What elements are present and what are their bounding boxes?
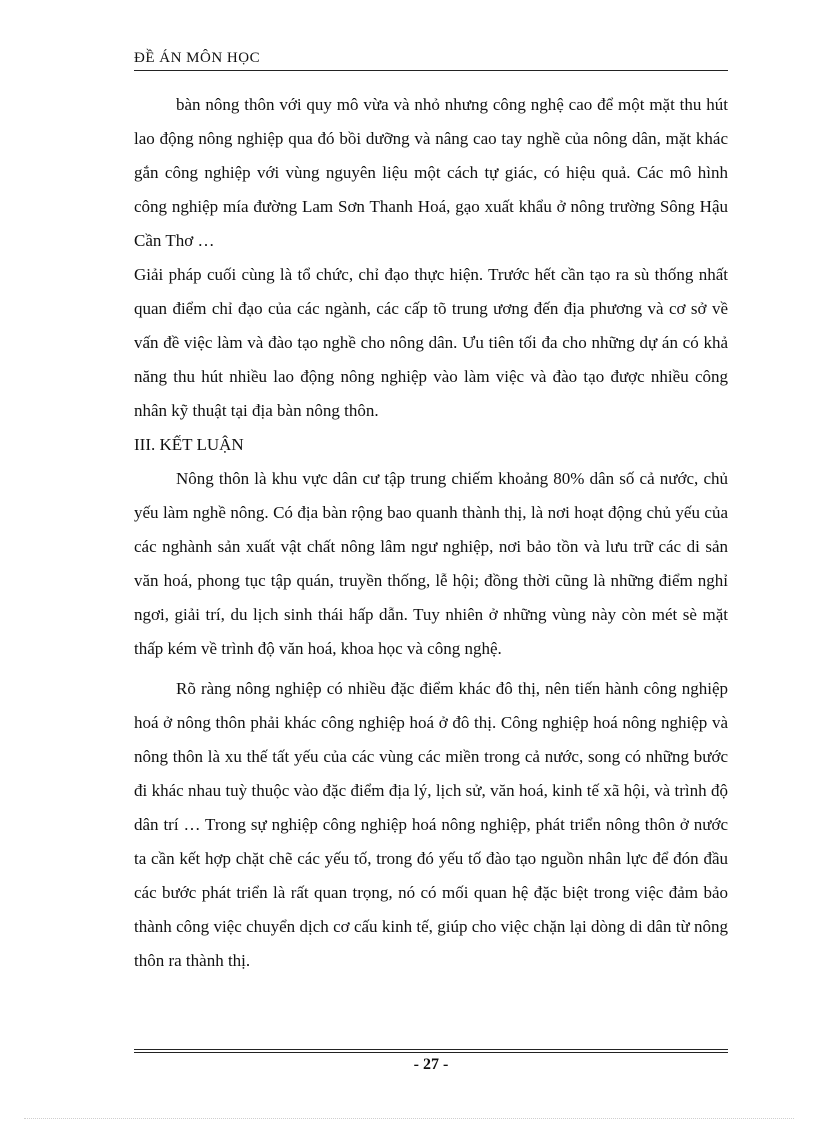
paragraph-industrialization: Rõ ràng nông nghiệp có nhiều đặc điểm khác đô thị, nên tiến hành công nghiệp hoá ở nông thôn phải khác công nghiệp hoá ở đô thị. Công nghiệp hoá nông nghiệp và nông thôn là xu thế tất yếu của các vùng các miền trong cả nước, song có những bước đi khác nhau tuỳ thuộc vào đặc điểm địa lý, lịch sử, văn hoá, kinh tế xã hội, và trình độ dân trí … Trong sự nghiệp công nghiệp hoá nông nghiệp, phát triển nông thôn ở nước ta cần kết hợp chặt chẽ các yếu tố, trong đó yếu tố đào tạo nguồn nhân lực để đón đầu các bước phát triển là rất quan trọng, nó có mối quan hệ đặc biệt trong việc đảm bảo thành công việc chuyển dịch cơ cấu kinh tế, giúp cho việc chặn lại dòng di dân từ nông thôn ra thành thị.: [134, 679, 728, 970]
header-title: ĐỀ ÁN MÔN HỌC: [134, 50, 261, 66]
header-divider: [134, 70, 728, 71]
footer-divider-bottom: [134, 1052, 728, 1053]
paragraph-final-solution: Giải pháp cuối cùng là tổ chức, chỉ đạo thực hiện. Trước hết cần tạo ra sù thống nhất quan điểm chỉ đạo của các ngành, các cấp tõ trung ương đến địa phương và cơ sở về vấn đề việc làm và đào tạo nghề cho nông dân. Ưu tiên tối đa cho những dự án có khả năng thu hút nhiều lao động nông nghiệp vào làm việc và đào tạo được nhiều công nhân kỹ thuật tại địa bàn nông thôn.: [134, 265, 728, 420]
page-bottom-dotted-line: [24, 1118, 794, 1119]
footer-divider-top: [134, 1049, 728, 1050]
page-number: - 27 -: [413, 1056, 449, 1073]
paragraph-continuation: bàn nông thôn với quy mô vừa và nhỏ nhưng công nghệ cao để một mặt thu hút lao động nông nghiệp qua đó bồi dưỡng và nâng cao tay nghề của nông dân, mặt khác gắn công nghiệp với vùng nguyên liệu một cách tự giác, có hiệu quả. Các mô hình công nghiệp mía đường Lam Sơn Thanh Hoá, gạo xuất khẩu ở nông trường Sông Hậu Cần Thơ …: [134, 95, 728, 250]
paragraph-rural-areas: Nông thôn là khu vực dân cư tập trung chiếm khoảng 80% dân số cả nước, chủ yếu làm nghề nông. Có địa bàn rộng bao quanh thành thị, là nơi hoạt động chủ yếu của các nghành sản xuất vật chất nông lâm ngư nghiệp, nơi bảo tồn và lưu trữ các di sản văn hoá, phong tục tập quán, truyền thống, lễ hội; đồng thời cũng là những điểm nghỉ ngơi, giải trí, du lịch sinh thái hấp dẫn. Tuy nhiên ở những vùng này còn mét sè mặt thấp kém về trình độ văn hoá, khoa học và công nghệ.: [134, 469, 728, 658]
document-body: [134, 88, 728, 978]
section-heading-conclusion: III. KẾT LUẬN: [134, 435, 244, 454]
